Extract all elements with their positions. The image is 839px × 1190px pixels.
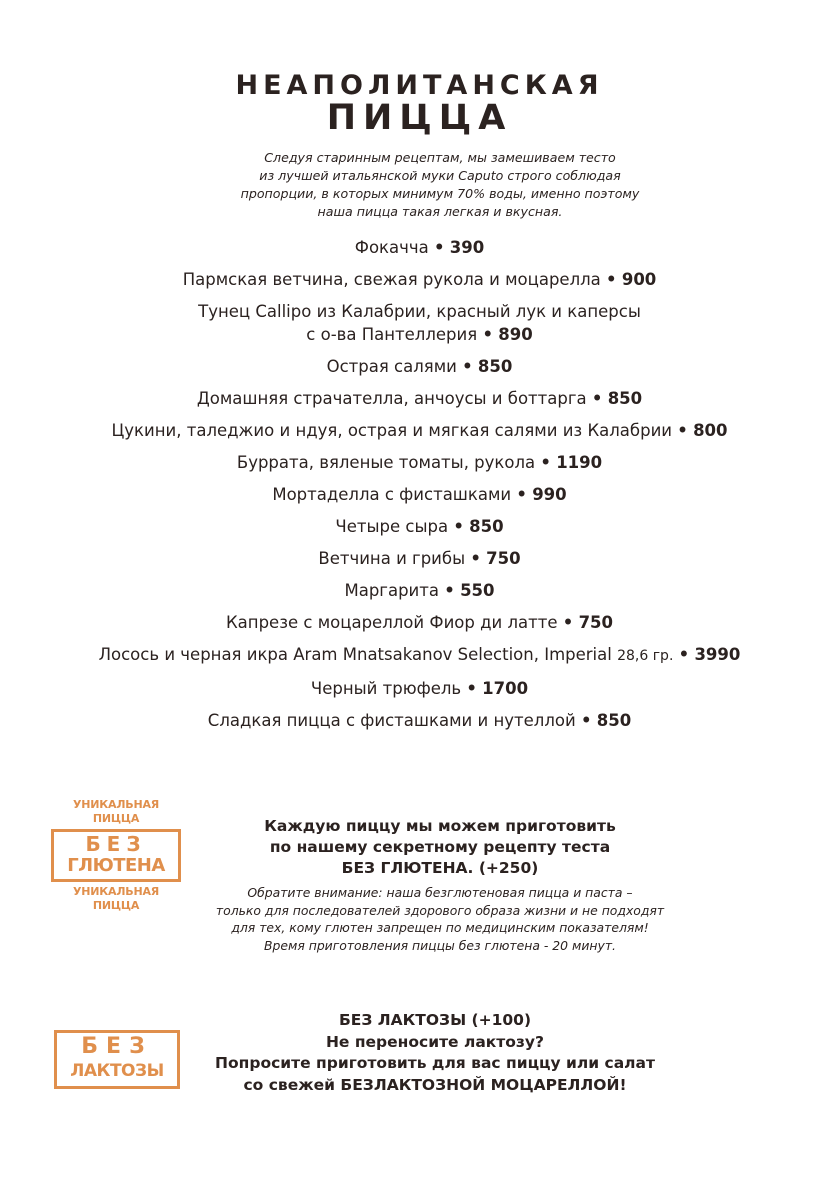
badge-caption-top: УНИКАЛЬНАЯ ПИЦЦА (72, 798, 160, 825)
menu-item (0, 387, 839, 410)
item-price: 990 (532, 485, 567, 504)
menu-item (0, 643, 839, 668)
item-name: Сладкая пицца с фисташками и нутеллой (207, 711, 576, 730)
item-name: Маргарита (344, 581, 440, 600)
bullet: • (540, 453, 551, 472)
item-price: 390 (449, 238, 485, 257)
item-name: Черный трюфель (310, 679, 462, 698)
menu-item (0, 709, 839, 732)
item-price: 850 (596, 711, 632, 730)
menu-item (0, 547, 839, 570)
lactose-free-badge (54, 1030, 180, 1089)
menu-item (0, 579, 839, 602)
item-name: Капрезе с моцареллой Фиор ди латте (225, 613, 558, 632)
menu-item (0, 515, 839, 538)
badge-word-without: БЕЗ (85, 832, 147, 856)
note-line: для тех, кому глютен запрещен по медицинским показателям! (231, 920, 649, 935)
item-name: Пармская ветчина, свежая рукола и моцарелла (182, 270, 601, 289)
item-name: Буррата, вяленые томаты, рукола (236, 453, 536, 472)
bullet: • (470, 549, 481, 568)
item-name: Домашняя страчателла, анчоусы и боттарга (196, 389, 587, 408)
badge-word-lactose: ЛАКТОЗЫ (70, 1061, 164, 1081)
bullet: • (591, 389, 603, 408)
item-name-continued: с о-ва Пантеллерия (306, 325, 478, 344)
item-price: 1190 (556, 453, 603, 472)
badge-frame (51, 829, 181, 882)
item-name: Ветчина и грибы (318, 549, 466, 568)
badge-word-gluten: ГЛЮТЕНА (67, 855, 165, 876)
item-price: 1700 (482, 679, 529, 698)
item-price: 890 (498, 325, 533, 344)
bullet: • (516, 485, 527, 504)
item-name: Мортаделла с фисташками (272, 485, 512, 504)
item-price: 750 (578, 613, 614, 632)
item-name: Тунец Callipo из Калабрии, красный лук и каперсы (198, 302, 641, 321)
menu-item (0, 611, 839, 634)
item-name: Фокачча (354, 238, 429, 257)
menu-title-line1: НЕАПОЛИТАНСКАЯ (235, 70, 604, 101)
item-name: Цукини, таледжио и ндуя, острая и мягкая салями из Калабрии (111, 421, 673, 440)
pizza-menu-list (0, 236, 839, 741)
bullet: • (433, 238, 445, 257)
menu-item (0, 419, 839, 442)
gluten-free-heading (200, 816, 680, 879)
intro-line: пропорции, в которых минимум 70% воды, именно поэтому (240, 186, 640, 201)
intro-line: Следуя старинным рецептам, мы замешиваем тесто (264, 150, 616, 165)
bullet: • (466, 679, 477, 698)
item-name: Лосось и черная икра Aram Mnatsakanov Selection, Imperial (98, 645, 612, 664)
bullet: • (482, 325, 493, 344)
item-name: Четыре сыра (335, 517, 449, 536)
menu-item (0, 236, 839, 259)
heading-line: БЕЗ ГЛЮТЕНА. (+250) (341, 859, 539, 877)
lactose-line: Не переносите лактозу? (325, 1032, 545, 1051)
badge-caption-bottom: УНИКАЛЬНАЯ ПИЦЦА (72, 885, 160, 912)
badge-word-without: БЕЗ (81, 1034, 153, 1059)
item-price: 800 (693, 421, 728, 440)
item-price: 850 (607, 389, 643, 408)
note-line: Время приготовления пиццы без глютена - 20 минут. (263, 937, 616, 953)
menu-item (0, 300, 839, 346)
bullet: • (453, 517, 464, 536)
bullet: • (444, 581, 455, 600)
bullet: • (677, 421, 688, 440)
item-price: 850 (477, 357, 513, 376)
lactose-line: Попросите приготовить для вас пиццу или салат (215, 1054, 655, 1072)
bullet: • (562, 613, 574, 632)
bullet: • (606, 270, 617, 289)
intro-text (210, 149, 670, 221)
item-price: 850 (469, 517, 504, 536)
note-line: только для последователей здорового образа жизни и не подходят (215, 902, 665, 918)
item-weight: 28,6 гр. (617, 648, 674, 664)
bullet: • (580, 711, 592, 730)
note-line: Обратите внимание: наша безглютеновая пицца и паста – (247, 885, 633, 900)
heading-line: по нашему секретному рецепту теста (269, 838, 611, 856)
menu-item (0, 677, 839, 700)
item-price: 900 (621, 270, 657, 289)
menu-item (0, 451, 839, 474)
gluten-free-section (200, 816, 680, 954)
gluten-free-note (200, 884, 680, 954)
badge-frame (54, 1030, 180, 1089)
item-price: 550 (460, 581, 495, 600)
item-price: 750 (486, 549, 521, 568)
item-price: 3990 (694, 645, 741, 664)
lactose-line: со свежей БЕЗЛАКТОЗНОЙ МОЦАРЕЛЛОЙ! (243, 1075, 627, 1094)
intro-line: наша пицца такая легкая и вкусная. (317, 204, 563, 219)
menu-item (0, 268, 839, 291)
lactose-free-section (180, 1010, 690, 1096)
bullet: • (462, 357, 473, 376)
heading-line: Каждую пиццу мы можем приготовить (264, 817, 616, 835)
lactose-line: БЕЗ ЛАКТОЗЫ (+100) (338, 1011, 532, 1029)
menu-item (0, 483, 839, 506)
bullet: • (678, 645, 690, 664)
gluten-free-badge (50, 798, 182, 913)
intro-line: из лучшей итальянской муки Caputo строго соблюдая (259, 168, 621, 183)
item-name: Острая салями (326, 357, 457, 376)
menu-title-line2: ПИЦЦА (326, 98, 513, 138)
menu-item (0, 355, 839, 378)
